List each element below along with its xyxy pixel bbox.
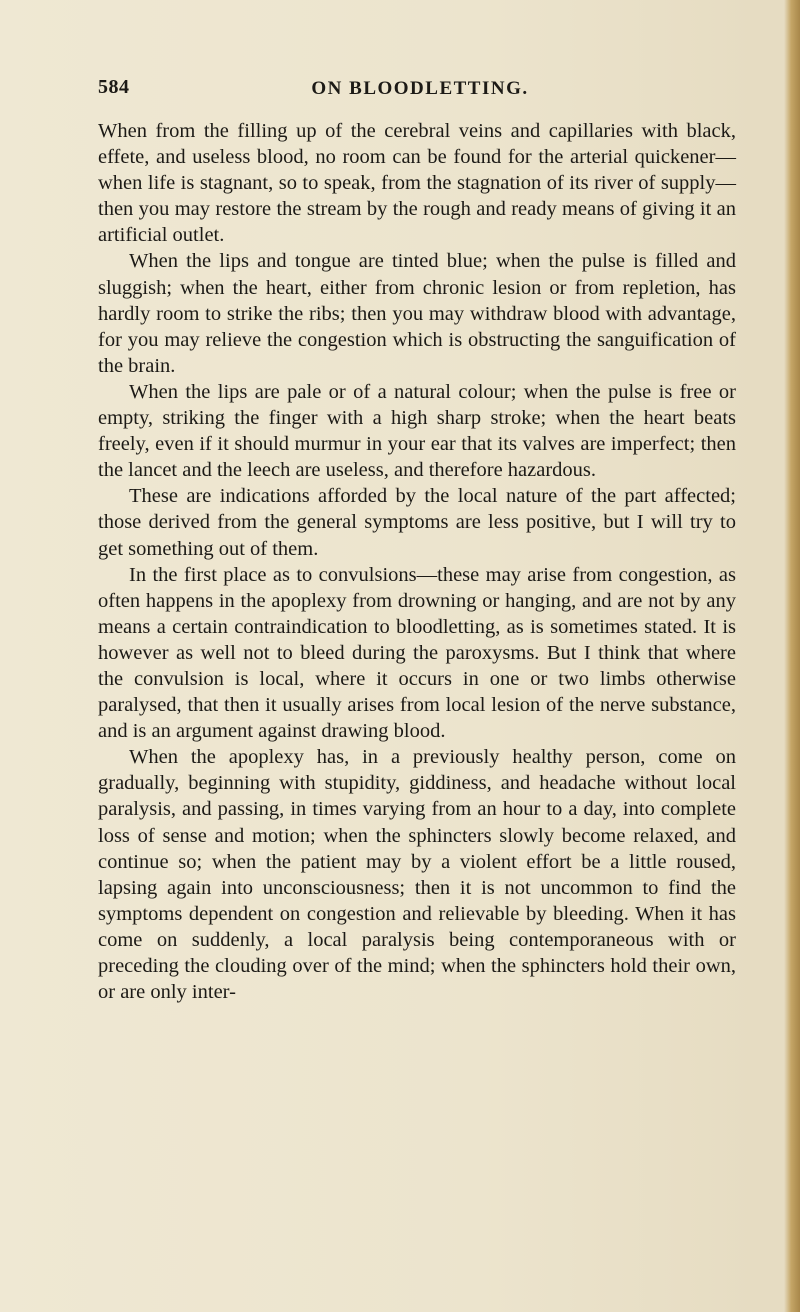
running-head: [90, 76, 750, 106]
paragraph-3: When the lips are pale or of a natural colour; when the pulse is free or empty, striking the finger with a high sharp stroke; when the heart beats freely, even if it should murmur in your ear that its valves are imperfect; then the lancet and the leech are useless, and therefore hazardous.: [98, 380, 736, 482]
paragraph-2: When the lips and tongue are tinted blue; when the pulse is filled and sluggish; when the heart, either from chronic lesion or from repletion, has hardly room to strike the ribs; then you may withdraw blood with advantage, for you may relieve the congestion which is obstructing the sanguification of the brain.: [98, 250, 736, 377]
page-number: 584: [98, 76, 130, 98]
paragraph-4: These are indications afforded by the local nature of the part affected; those derived from the general symptoms are less positive, but I will try to get something out of them.: [98, 485, 736, 560]
paragraph-6: When the apoplexy has, in a previously healthy person, come on gradually, beginning with stupidity, giddiness, and headache without local paralysis, and passing, in times varying from an hour to a day, into complete loss of sense and motion; when the sphincters slowly become relaxed, and continue so; when the patient may by a violent effort be a little roused, lapsing again into unconsciousness; then it is not uncommon to find the symptoms dependent on congestion and relievable by bleeding. When it has come on suddenly, a local paralysis being contemporaneous with or preceding the clouding over of the mind; when the sphincters hold their own, or are only inter-: [98, 746, 736, 1004]
body-text: [98, 118, 736, 1005]
paragraph-5: In the first place as to convulsions—these may arise from congestion, as often happens in the apoplexy from drowning or hanging, and are not by any means a certain contraindication to bloodletting, as is sometimes stated. It is however as well not to bleed during the paroxysms. But I think that where the convulsion is local, where it occurs in one or two limbs otherwise paralysed, that then it usually arises from local lesion of the nerve substance, and is an argument against drawing blood.: [98, 563, 736, 743]
page-edge: [784, 0, 800, 1312]
paragraph-1: When from the filling up of the cerebral veins and capillaries with black, effete, and useless blood, no room can be found for the arterial quickener—when life is stagnant, so to speak, from the stagnation of its river of supply—then you may restore the stream by the rough and ready means of giving it an artificial outlet.: [98, 120, 736, 247]
running-title: ON BLOODLETTING.: [311, 78, 529, 99]
